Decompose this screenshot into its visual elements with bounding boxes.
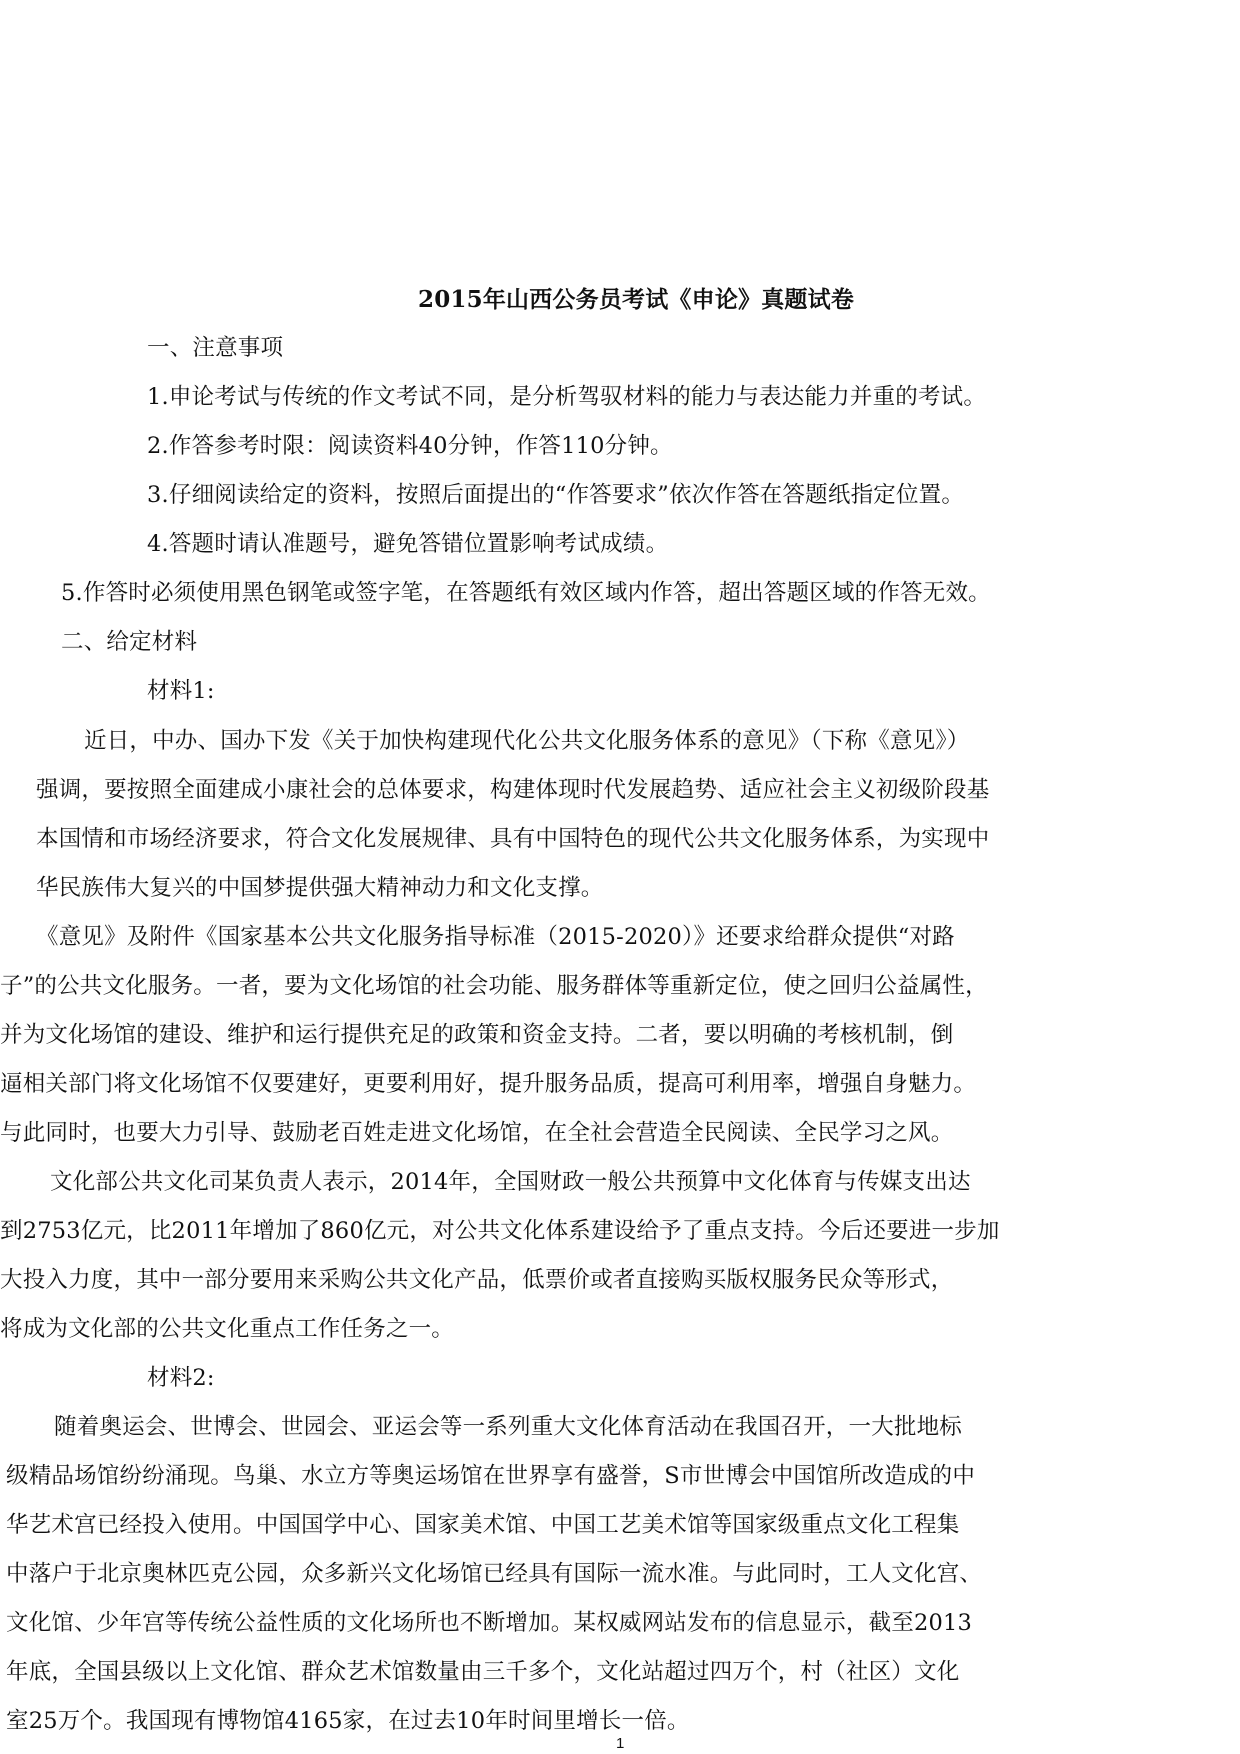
paragraph-line: 室25万个。我国现有博物馆4165家，在过去10年时间里增长一倍。: [6, 1708, 690, 1734]
paragraph-line: 华艺术宫已经投入使用。中国国学中心、国家美术馆、中国工艺美术馆等国家级重点文化工程集: [6, 1512, 960, 1538]
paragraph-line: 与此同时，也要大力引导、鼓励老百姓走进文化场馆，在全社会营造全民阅读、全民学习之风。: [0, 1120, 954, 1146]
section-heading-materials: 二、给定材料: [61, 629, 198, 655]
paragraph-line: 《意见》及附件《国家基本公共文化服务指导标准（2015-2020）》还要求给群众提供“对路: [36, 924, 955, 950]
paragraph-line: 级精品场馆纷纷涌现。鸟巢、水立方等奥运场馆在世界享有盛誉，S市世博会中国馆所改造成的中: [6, 1463, 976, 1489]
paragraph-line: 近日，中办、国办下发《关于加快构建现代化公共文化服务体系的意见》（下称《意见》）: [84, 728, 970, 754]
paragraph-line: 逼相关部门将文化场馆不仅要建好，更要利用好，提升服务品质，提高可利用率，增强自身魅力。: [0, 1071, 977, 1097]
paragraph-line: 并为文化场馆的建设、维护和运行提供充足的政策和资金支持。二者，要以明确的考核机制，倒: [0, 1022, 954, 1048]
paragraph-line: 随着奥运会、世博会、世园会、亚运会等一系列重大文化体育活动在我国召开，一大批地标: [54, 1414, 963, 1440]
page-title: 2015年山西公务员考试《申论》真题试卷: [418, 286, 855, 313]
note-item: 3.仔细阅读给定的资料，按照后面提出的“作答要求”依次作答在答题纸指定位置。: [147, 482, 965, 508]
note-item: 4.答题时请认准题号，避免答错位置影响考试成绩。: [147, 531, 669, 557]
paragraph-line: 文化部公共文化司某负责人表示，2014年，全国财政一般公共预算中文化体育与传媒支出达: [50, 1169, 971, 1195]
paragraph-line: 大投入力度，其中一部分要用来采购公共文化产品，低票价或者直接购买版权服务民众等形式，: [0, 1267, 954, 1293]
paragraph-line: 子”的公共文化服务。一者，要为文化场馆的社会功能、服务群体等重新定位，使之回归公益属性，: [0, 973, 988, 999]
section-heading-notes: 一、注意事项: [147, 335, 284, 361]
paragraph-line: 华民族伟大复兴的中国梦提供强大精神动力和文化支撑。: [36, 875, 604, 901]
paragraph-line: 将成为文化部的公共文化重点工作任务之一。: [0, 1316, 455, 1342]
paragraph-line: 强调，要按照全面建成小康社会的总体要求，构建体现时代发展趋势、适应社会主义初级阶段基: [36, 777, 990, 803]
material-heading: 材料2:: [147, 1365, 215, 1391]
note-item: 5.作答时必须使用黑色钢笔或签字笔，在答题纸有效区域内作答，超出答题区域的作答无效。: [61, 580, 991, 606]
material-heading: 材料1:: [147, 678, 215, 704]
page-number: 1: [616, 1735, 625, 1752]
paragraph-line: 中落户于北京奥林匹克公园，众多新兴文化场馆已经具有国际一流水准。与此同时，工人文化宫、: [6, 1561, 983, 1587]
paragraph-line: 本国情和市场经济要求，符合文化发展规律、具有中国特色的现代公共文化服务体系，为实现中: [36, 826, 990, 852]
paragraph-line: 到2753亿元，比2011年增加了860亿元，对公共文化体系建设给予了重点支持。今后还要进一步加: [0, 1218, 1000, 1244]
note-item: 1.申论考试与传统的作文考试不同，是分析驾驭材料的能力与表达能力并重的考试。: [147, 384, 987, 410]
note-item: 2.作答参考时限：阅读资料40分钟，作答110分钟。: [147, 433, 673, 459]
paragraph-line: 年底，全国县级以上文化馆、群众艺术馆数量由三千多个，文化站超过四万个，村（社区）文化: [6, 1659, 960, 1685]
paragraph-line: 文化馆、少年宫等传统公益性质的文化场所也不断增加。某权威网站发布的信息显示，截至2013: [6, 1610, 973, 1636]
